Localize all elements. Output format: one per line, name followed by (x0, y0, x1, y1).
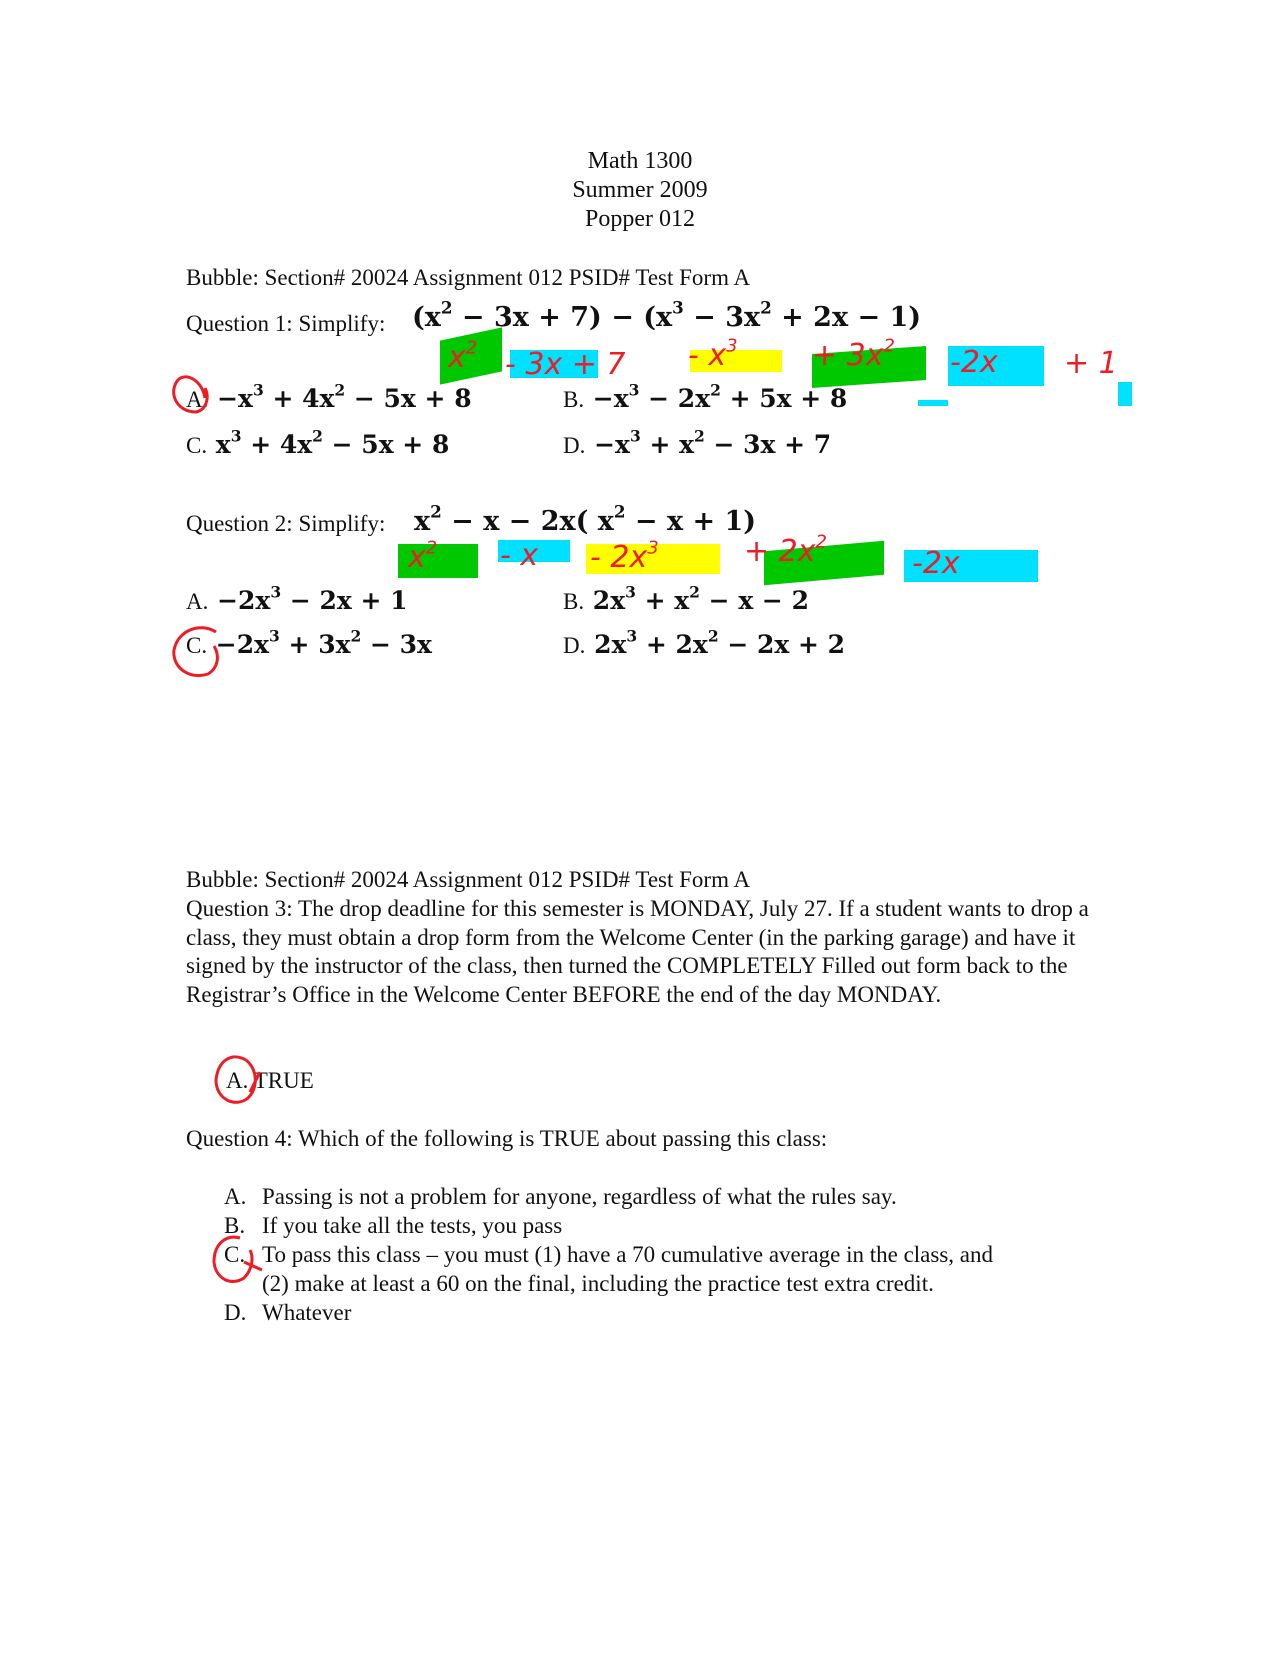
q1-choice-a[interactable]: A. $-x^3 + 4x^2 - 5x + 8$ (186, 380, 472, 413)
q2-choice-d[interactable]: D. $2x^3 + 2x^2 - 2x + 2$ (563, 626, 846, 659)
choice-label: A. (186, 589, 209, 614)
choice-label: B. (563, 387, 585, 412)
choice-label: D. (563, 433, 586, 458)
handwritten-term: -2x (912, 546, 960, 581)
cyan-highlight (1118, 382, 1132, 406)
option-text: (2) make at least a 60 on the final, including the practice test extra credit. (262, 1271, 934, 1296)
question-1-prompt: Question 1: Simplify: (186, 311, 386, 336)
handwritten-term: - x (500, 538, 539, 573)
option-label: A. (224, 1184, 247, 1209)
q1-choice-c[interactable]: C. $x^3 + 4x^2 - 5x + 8$ (186, 426, 450, 459)
option-text: To pass this class – you must (1) have a 70 cumulative average in the class, and (262, 1242, 994, 1267)
choice-label: C. (186, 433, 208, 458)
q2-choice-c[interactable]: C. $-2x^3 + 3x^2 - 3x$ (186, 626, 432, 659)
handwritten-term: - $x^3$ (688, 335, 738, 373)
handwritten-term: $x^2$ (448, 337, 478, 375)
question-2-expression: $x^2 - x - 2x$( $x^2 - x + 1$) (414, 501, 757, 537)
choice-label: C. (186, 633, 208, 658)
handwritten-term: -2x (950, 345, 998, 380)
q4-option-c[interactable] (224, 1241, 993, 1269)
cyan-highlight (918, 400, 948, 406)
choice-label: B. (563, 589, 585, 614)
q4-option-c-continued (224, 1270, 934, 1298)
option-text: Whatever (262, 1300, 352, 1325)
handwritten-term: - $2x^3$ (590, 537, 659, 575)
choice-label: A. (186, 387, 209, 412)
q1-choice-d[interactable]: D. $-x^3 + x^2 - 3x + 7$ (563, 426, 832, 459)
question-1-expression: $(x^2 - 3x + 7) - (x^3 - 3x^2 + 2x - 1)$ (412, 297, 922, 333)
question-4-prompt: Question 4: Which of the following is TRUE about passing this class: (186, 1126, 828, 1151)
handwritten-term: $x^2$ (408, 537, 438, 575)
handwritten-term: + 1 (1064, 346, 1118, 381)
question-2-prompt: Question 2: Simplify: (186, 511, 386, 536)
course-title: Math 1300 (587, 148, 693, 174)
choice-label: A. (226, 1068, 249, 1093)
option-text: Passing is not a problem for anyone, regardless of what the rules say. (262, 1184, 897, 1209)
handwritten-term: - 3x + 7 (505, 347, 626, 382)
option-label: C. (224, 1242, 246, 1267)
q3-choice-a[interactable] (226, 1067, 314, 1095)
handwritten-term: + $3x^2$ (812, 335, 895, 373)
option-label: B. (224, 1213, 246, 1238)
q2-choice-a[interactable]: A. $-2x^3 - 2x + 1$ (186, 582, 408, 615)
option-text: If you take all the tests, you pass (262, 1213, 563, 1238)
bubble-line: Bubble: Section# 20024 Assignment 012 PSID# Test Form A (186, 867, 751, 892)
q4-option-d[interactable] (224, 1299, 351, 1327)
q2-choice-b[interactable]: B. $2x^3 + x^2 - x - 2$ (563, 582, 809, 615)
choice-label: D. (563, 633, 586, 658)
q4-option-b[interactable] (224, 1212, 562, 1240)
popper-title: Popper 012 (585, 206, 695, 232)
term: Summer 2009 (572, 177, 708, 203)
question-3-text: Question 3: The drop deadline for this semester is MONDAY, July 27. If a student wants to drop a class, they must obtain a drop form from the Welcome Center (in the parking garage) and have it signed by the instructor of the class, then turned the COMPLETELY Filled out form back to the Registrar’s Office in the Welcome Center BEFORE the end of the day MONDAY. (186, 896, 1089, 1007)
handwritten-term: + $2x^2$ (744, 531, 827, 569)
q4-option-a[interactable] (224, 1183, 897, 1211)
bubble-line: Bubble: Section# 20024 Assignment 012 PSID# Test Form A (186, 265, 751, 290)
q1-choice-b[interactable]: B. $-x^3 - 2x^2 + 5x + 8$ (563, 380, 848, 413)
option-label: D. (224, 1300, 247, 1325)
choice-text: TRUE (253, 1068, 314, 1093)
